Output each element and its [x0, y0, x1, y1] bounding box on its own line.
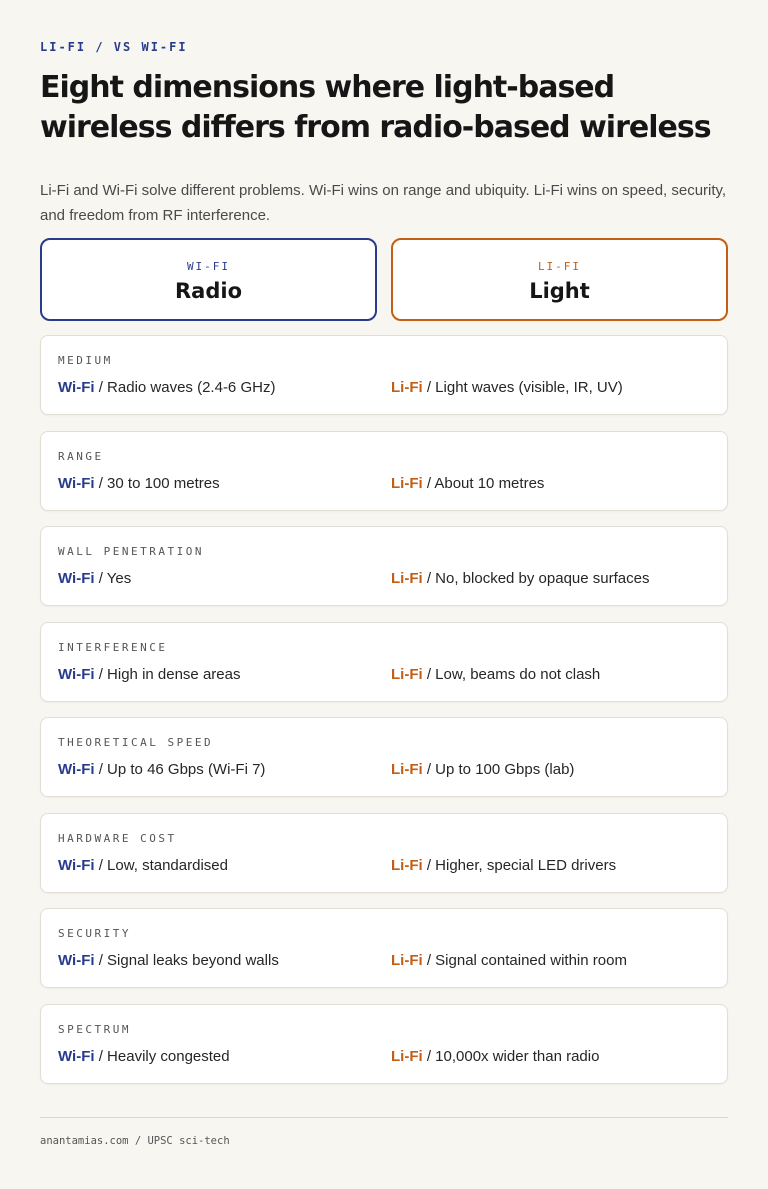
- wifi-prefix: Wi-Fi: [58, 952, 95, 969]
- separator: /: [94, 1047, 108, 1065]
- comparison-row: [40, 813, 728, 893]
- lifi-cell: [391, 570, 649, 587]
- lifi-cell: [391, 761, 574, 778]
- comparison-row: [40, 622, 728, 702]
- separator: /: [94, 856, 108, 874]
- lifi-prefix: Li-Fi: [391, 665, 423, 683]
- separator: /: [422, 761, 436, 778]
- lifi-value: Up to 100 Gbps (lab): [435, 761, 575, 778]
- wifi-prefix: Wi-Fi: [58, 761, 95, 778]
- wifi-prefix: Wi-Fi: [58, 379, 95, 396]
- wifi-cell: [58, 666, 240, 683]
- kicker: LI-FI / VS WI-FI: [40, 40, 188, 54]
- separator: /: [422, 1047, 436, 1065]
- comparison-row: [40, 717, 728, 797]
- comparison-row: [40, 431, 728, 511]
- wifi-column-tag: WI-FI: [186, 260, 231, 273]
- wifi-column-header: [40, 238, 377, 321]
- wifi-prefix: Wi-Fi: [58, 570, 95, 587]
- separator: /: [94, 952, 108, 969]
- lifi-prefix: Li-Fi: [391, 1047, 423, 1065]
- separator: /: [422, 856, 436, 874]
- lifi-prefix: Li-Fi: [391, 952, 423, 969]
- lifi-cell: [391, 857, 616, 874]
- lifi-column-name: Light: [529, 279, 590, 303]
- wifi-cell: [58, 857, 228, 874]
- row-label: HARDWARE COST: [58, 831, 177, 845]
- wifi-value: Yes: [106, 570, 132, 587]
- lifi-prefix: Li-Fi: [391, 761, 423, 778]
- wifi-value: Heavily congested: [107, 1047, 230, 1065]
- comparison-row: [40, 1004, 728, 1084]
- page-title: Eight dimensions where light-based wireless differs from radio-based wireless: [40, 70, 711, 145]
- lifi-column-tag: LI-FI: [537, 260, 582, 273]
- row-label: WALL PENETRATION: [58, 545, 204, 558]
- wifi-cell: [58, 952, 279, 969]
- lifi-cell: [391, 952, 627, 969]
- wifi-prefix: Wi-Fi: [58, 665, 95, 683]
- separator: /: [94, 474, 108, 492]
- separator: /: [422, 379, 436, 396]
- lifi-value: Signal contained within room: [435, 952, 627, 969]
- wifi-value: Low, standardised: [107, 856, 228, 874]
- lifi-value: About 10 metres: [434, 474, 545, 492]
- lifi-prefix: Li-Fi: [391, 570, 423, 587]
- separator: /: [94, 665, 108, 683]
- lifi-prefix: Li-Fi: [391, 474, 423, 492]
- wifi-prefix: Wi-Fi: [58, 474, 95, 492]
- lifi-prefix: Li-Fi: [391, 379, 423, 396]
- wifi-cell: [58, 761, 265, 778]
- comparison-rows: [40, 335, 728, 1099]
- lifi-cell: [391, 475, 544, 492]
- row-label: RANGE: [58, 449, 104, 463]
- wifi-value: Up to 46 Gbps (Wi-Fi 7): [107, 761, 266, 778]
- separator: /: [422, 474, 435, 492]
- wifi-value: Signal leaks beyond walls: [107, 952, 279, 969]
- lifi-cell: [391, 666, 600, 683]
- separator: /: [94, 379, 108, 396]
- lifi-column-header: [391, 238, 728, 321]
- wifi-cell: [58, 1048, 230, 1065]
- separator: /: [422, 570, 436, 587]
- lifi-cell: [391, 1048, 599, 1065]
- separator: /: [422, 665, 436, 683]
- row-label: SPECTRUM: [58, 1022, 131, 1036]
- comparison-row: [40, 335, 728, 415]
- wifi-cell: [58, 570, 131, 587]
- row-label: THEORETICAL SPEED: [58, 736, 214, 749]
- wifi-cell: [58, 475, 220, 492]
- page-subtitle: Li-Fi and Wi-Fi solve different problems. Wi-Fi wins on range and ubiquity. Li-Fi wins on speed, security, and freedom from RF interference.: [40, 182, 727, 224]
- footer-divider: [40, 1117, 728, 1118]
- separator: /: [94, 761, 108, 778]
- lifi-cell: [391, 379, 623, 396]
- separator: /: [94, 570, 107, 587]
- comparison-row: [40, 908, 728, 988]
- wifi-cell: [58, 379, 275, 396]
- row-label: MEDIUM: [58, 354, 113, 367]
- row-label: SECURITY: [58, 927, 131, 940]
- wifi-prefix: Wi-Fi: [58, 856, 95, 874]
- footer-source: anantamias.com / UPSC sci-tech: [40, 1135, 230, 1147]
- lifi-value: Higher, special LED drivers: [435, 856, 617, 874]
- wifi-prefix: Wi-Fi: [58, 1047, 95, 1065]
- lifi-value: Low, beams do not clash: [435, 665, 601, 683]
- wifi-value: 30 to 100 metres: [107, 474, 220, 492]
- row-label: INTERFERENCE: [58, 640, 168, 654]
- lifi-prefix: Li-Fi: [391, 856, 423, 874]
- wifi-value: High in dense areas: [107, 665, 241, 683]
- lifi-value: No, blocked by opaque surfaces: [435, 570, 650, 587]
- wifi-column-name: Radio: [175, 279, 242, 303]
- lifi-value: Light waves (visible, IR, UV): [435, 379, 623, 396]
- comparison-row: [40, 526, 728, 606]
- separator: /: [422, 952, 436, 969]
- lifi-value: 10,000x wider than radio: [435, 1047, 600, 1065]
- wifi-value: Radio waves (2.4-6 GHz): [107, 379, 276, 396]
